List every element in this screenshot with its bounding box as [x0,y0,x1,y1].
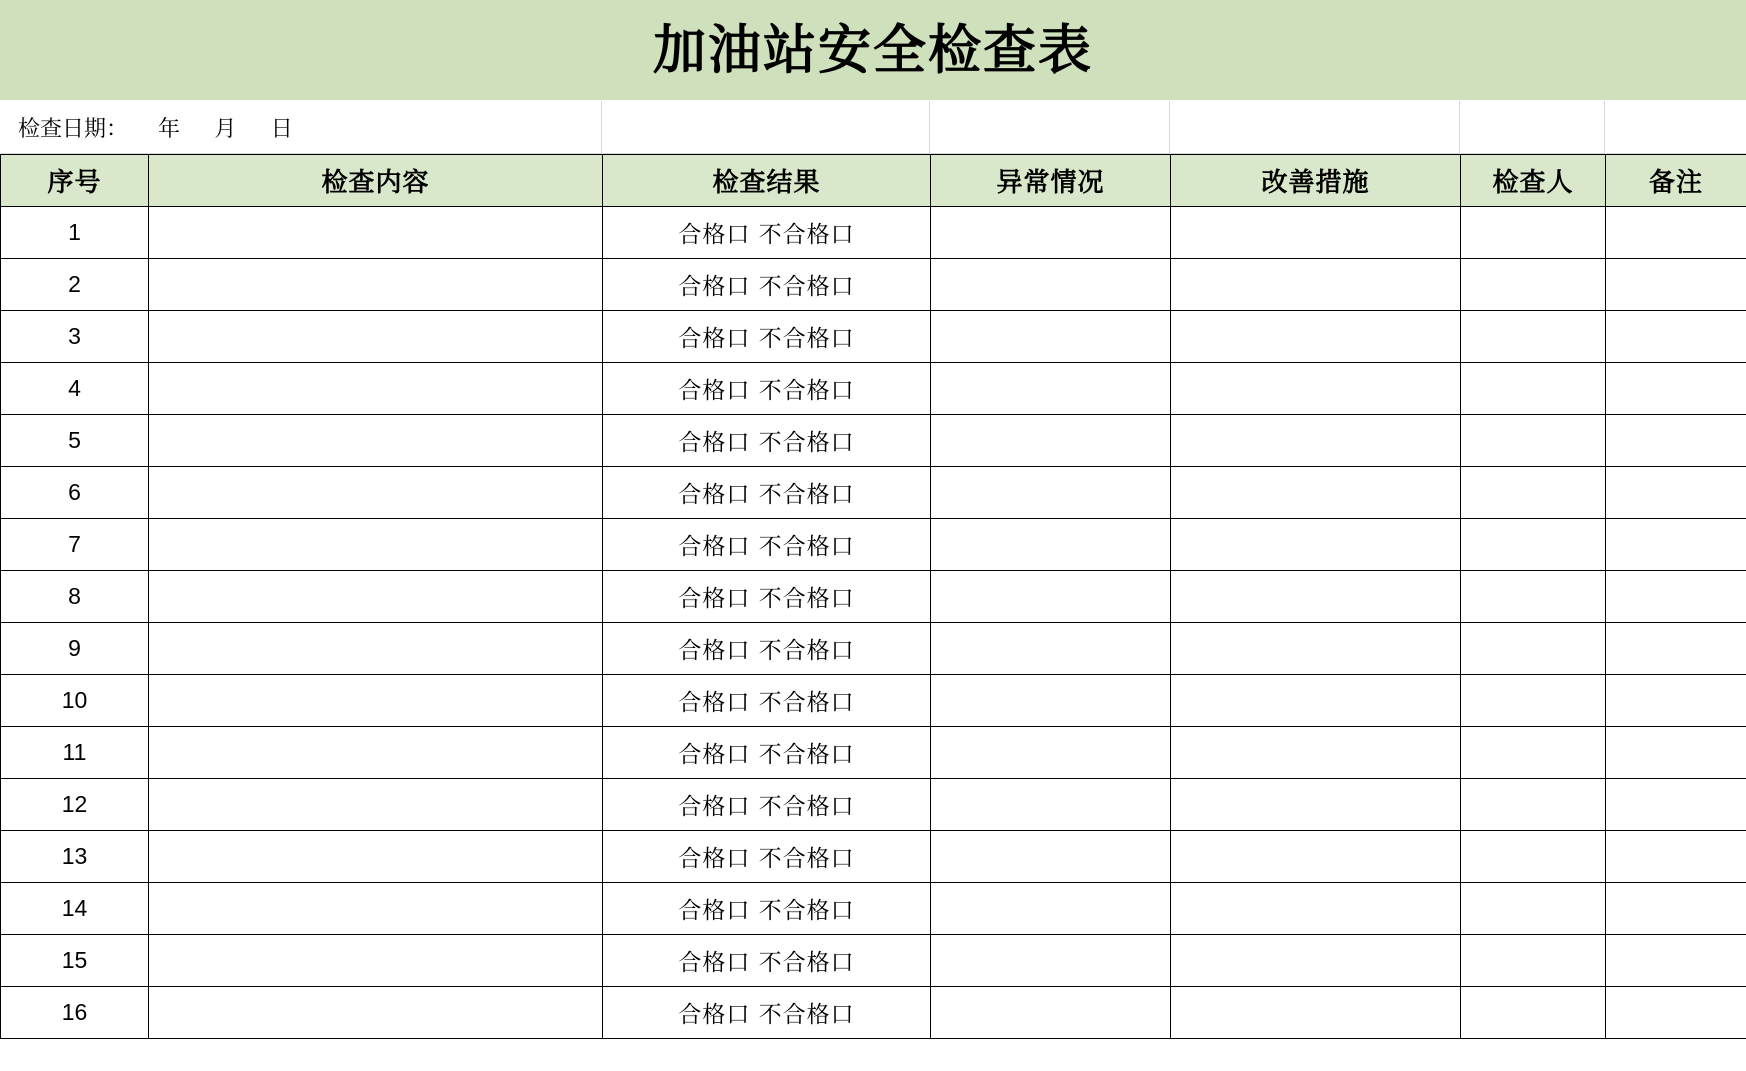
cell-index: 8 [1,571,149,623]
cell-person[interactable] [1461,519,1606,571]
cell-remark[interactable] [1606,311,1746,363]
cell-abnormal[interactable] [931,623,1171,675]
inspection-date-row [0,101,1746,154]
cell-person[interactable] [1461,779,1606,831]
cell-content[interactable] [149,363,603,415]
column-header-result: 检查结果 [603,155,931,207]
date-row-filler-4[interactable] [1170,101,1460,153]
cell-remark[interactable] [1606,987,1746,1039]
cell-content[interactable] [149,623,603,675]
cell-remark[interactable] [1606,675,1746,727]
table-row [1,987,1746,1039]
inspection-date-label: 检查日期： [18,115,129,141]
cell-remark[interactable] [1606,727,1746,779]
table-row [1,363,1746,415]
cell-result[interactable]: 合格口 不合格口 [603,415,931,467]
cell-remark[interactable] [1606,571,1746,623]
table-row [1,467,1746,519]
cell-index: 12 [1,779,149,831]
cell-result[interactable]: 合格口 不合格口 [603,571,931,623]
cell-improve[interactable] [1171,571,1461,623]
cell-result[interactable]: 合格口 不合格口 [603,779,931,831]
cell-person[interactable] [1461,207,1606,259]
cell-remark[interactable] [1606,623,1746,675]
cell-abnormal[interactable] [931,415,1171,467]
cell-result[interactable]: 合格口 不合格口 [603,675,931,727]
cell-abnormal[interactable] [931,207,1171,259]
cell-content[interactable] [149,571,603,623]
cell-index: 5 [1,415,149,467]
cell-person[interactable] [1461,883,1606,935]
cell-result[interactable]: 合格口 不合格口 [603,519,931,571]
column-header-index: 序号 [1,155,149,207]
table-row [1,311,1746,363]
cell-person[interactable] [1461,831,1606,883]
cell-index: 9 [1,623,149,675]
cell-improve[interactable] [1171,623,1461,675]
table-row [1,519,1746,571]
table-row [1,935,1746,987]
cell-improve[interactable] [1171,519,1461,571]
cell-improve[interactable] [1171,415,1461,467]
cell-person[interactable] [1461,363,1606,415]
cell-abnormal[interactable] [931,519,1171,571]
cell-abnormal[interactable] [931,363,1171,415]
cell-remark[interactable] [1606,259,1746,311]
date-row-filler-5[interactable] [1460,101,1605,153]
cell-content[interactable] [149,675,603,727]
table-row [1,727,1746,779]
cell-abnormal[interactable] [931,935,1171,987]
table-row [1,207,1746,259]
cell-improve[interactable] [1171,987,1461,1039]
cell-result[interactable]: 合格口 不合格口 [603,311,931,363]
cell-improve[interactable] [1171,311,1461,363]
cell-abnormal[interactable] [931,987,1171,1039]
cell-content[interactable] [149,467,603,519]
table-row [1,831,1746,883]
cell-remark[interactable] [1606,935,1746,987]
cell-abnormal[interactable] [931,831,1171,883]
table-row [1,675,1746,727]
table-row [1,883,1746,935]
cell-index: 15 [1,935,149,987]
cell-index: 13 [1,831,149,883]
cell-result[interactable]: 合格口 不合格口 [603,831,931,883]
table-row [1,415,1746,467]
cell-index: 7 [1,519,149,571]
column-header-improve: 改善措施 [1171,155,1461,207]
date-row-filler-3[interactable] [930,101,1170,153]
cell-remark[interactable] [1606,363,1746,415]
cell-person[interactable] [1461,259,1606,311]
cell-result[interactable]: 合格口 不合格口 [603,935,931,987]
cell-improve[interactable] [1171,779,1461,831]
cell-improve[interactable] [1171,935,1461,987]
cell-improve[interactable] [1171,831,1461,883]
cell-abnormal[interactable] [931,259,1171,311]
cell-remark[interactable] [1606,467,1746,519]
table-body [1,207,1746,1039]
cell-abnormal[interactable] [931,883,1171,935]
cell-remark[interactable] [1606,883,1746,935]
cell-index: 4 [1,363,149,415]
cell-content[interactable] [149,259,603,311]
cell-result[interactable]: 合格口 不合格口 [603,363,931,415]
cell-index: 16 [1,987,149,1039]
column-header-person: 检查人 [1461,155,1606,207]
inspection-date-cell[interactable] [0,101,602,153]
cell-abnormal[interactable] [931,727,1171,779]
inspection-date-blanks: 年 月 日 [158,115,297,141]
cell-content[interactable] [149,987,603,1039]
cell-result[interactable]: 合格口 不合格口 [603,727,931,779]
inspection-table [0,154,1746,1039]
cell-improve[interactable] [1171,675,1461,727]
page-title: 加油站安全检查表 [653,19,1093,81]
table-header-row [1,155,1746,207]
cell-result[interactable]: 合格口 不合格口 [603,259,931,311]
cell-index: 2 [1,259,149,311]
cell-index: 6 [1,467,149,519]
cell-abnormal[interactable] [931,779,1171,831]
cell-person[interactable] [1461,311,1606,363]
cell-remark[interactable] [1606,207,1746,259]
cell-remark[interactable] [1606,779,1746,831]
cell-person[interactable] [1461,623,1606,675]
cell-content[interactable] [149,311,603,363]
cell-content[interactable] [149,831,603,883]
cell-content[interactable] [149,415,603,467]
date-row-filler-6[interactable] [1605,101,1746,153]
column-header-abnormal: 异常情况 [931,155,1171,207]
cell-result[interactable]: 合格口 不合格口 [603,987,931,1039]
cell-person[interactable] [1461,675,1606,727]
cell-improve[interactable] [1171,727,1461,779]
table-row [1,779,1746,831]
cell-result[interactable]: 合格口 不合格口 [603,467,931,519]
cell-content[interactable] [149,935,603,987]
cell-person[interactable] [1461,987,1606,1039]
cell-abnormal[interactable] [931,675,1171,727]
cell-index: 3 [1,311,149,363]
document-title-banner [0,0,1746,101]
cell-remark[interactable] [1606,415,1746,467]
cell-person[interactable] [1461,467,1606,519]
cell-improve[interactable] [1171,207,1461,259]
table-row [1,259,1746,311]
cell-result[interactable]: 合格口 不合格口 [603,883,931,935]
cell-result[interactable]: 合格口 不合格口 [603,623,931,675]
cell-content[interactable] [149,883,603,935]
cell-result[interactable]: 合格口 不合格口 [603,207,931,259]
cell-person[interactable] [1461,935,1606,987]
cell-abnormal[interactable] [931,467,1171,519]
cell-remark[interactable] [1606,519,1746,571]
column-header-remark: 备注 [1606,155,1746,207]
cell-index: 1 [1,207,149,259]
table-row [1,623,1746,675]
cell-content[interactable] [149,207,603,259]
date-row-filler-2[interactable] [602,101,930,153]
cell-index: 14 [1,883,149,935]
cell-content[interactable] [149,779,603,831]
cell-improve[interactable] [1171,883,1461,935]
cell-person[interactable] [1461,571,1606,623]
cell-person[interactable] [1461,415,1606,467]
cell-index: 11 [1,727,149,779]
cell-improve[interactable] [1171,467,1461,519]
cell-improve[interactable] [1171,259,1461,311]
cell-abnormal[interactable] [931,311,1171,363]
cell-content[interactable] [149,519,603,571]
cell-improve[interactable] [1171,363,1461,415]
cell-abnormal[interactable] [931,571,1171,623]
cell-person[interactable] [1461,727,1606,779]
column-header-content: 检查内容 [149,155,603,207]
table-row [1,571,1746,623]
cell-remark[interactable] [1606,831,1746,883]
cell-index: 10 [1,675,149,727]
cell-content[interactable] [149,727,603,779]
